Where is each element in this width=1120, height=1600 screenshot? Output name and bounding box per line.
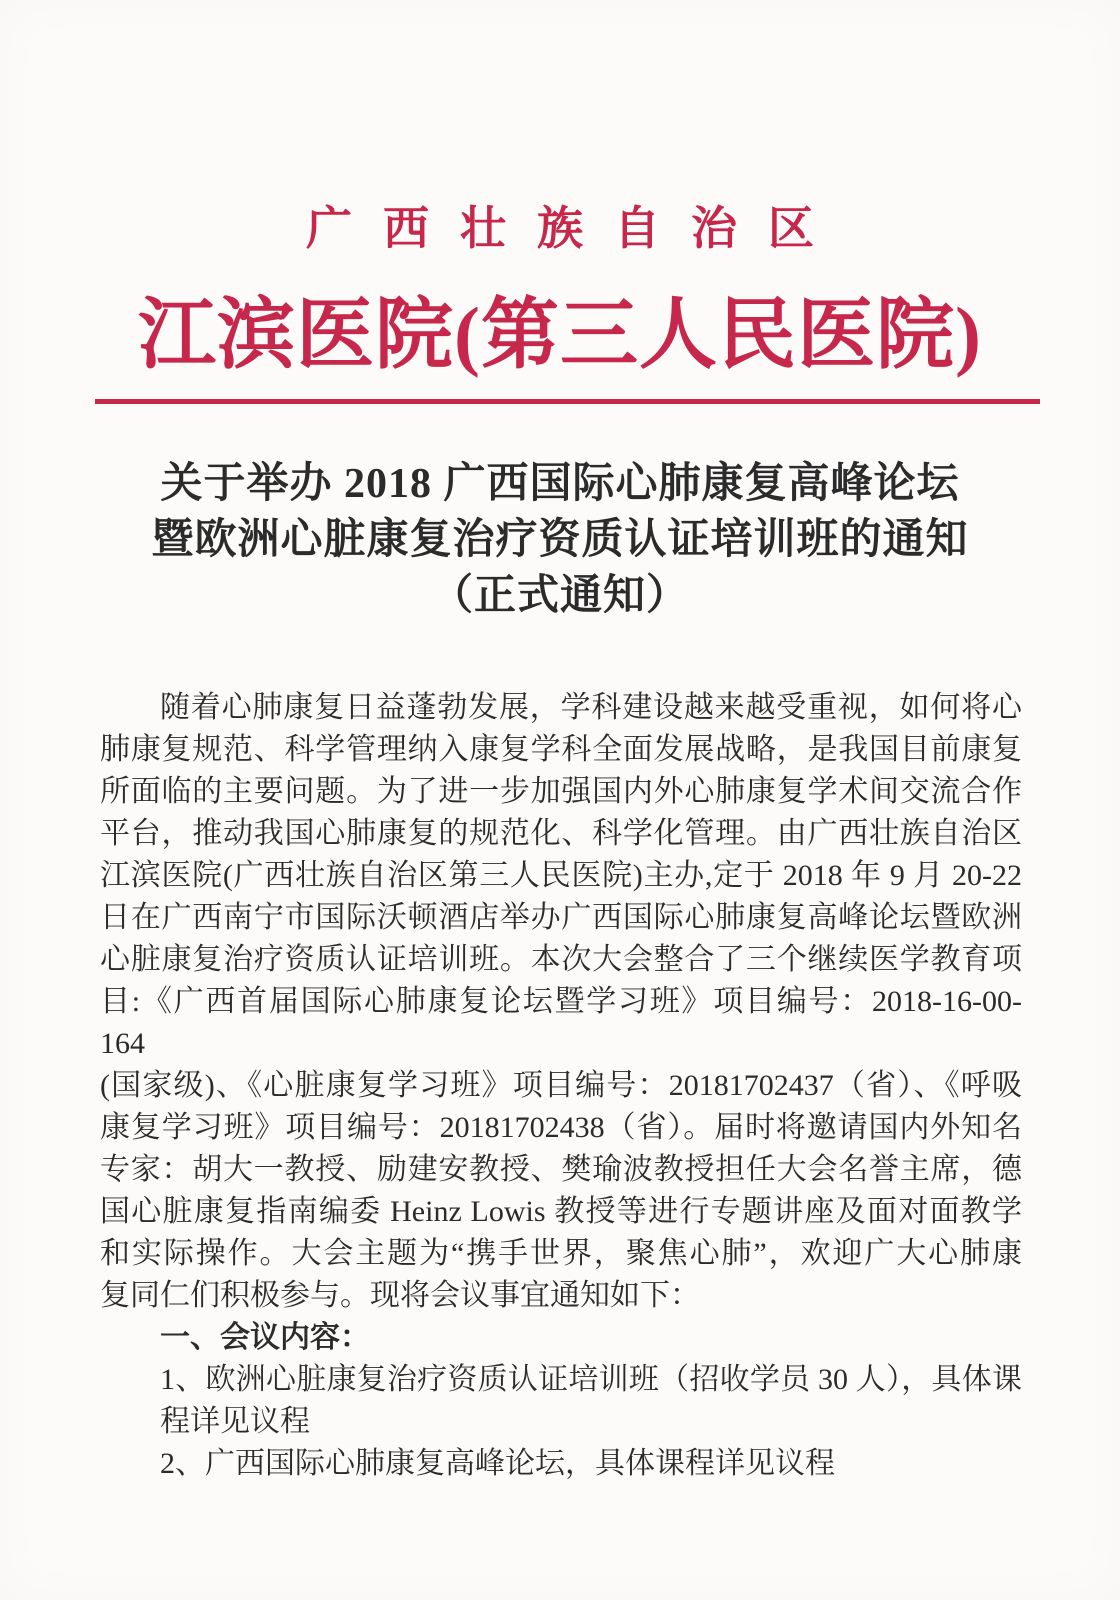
body-line: 复同仁们积极参与。现将会议事宜通知如下： [100,1279,700,1312]
body-line: 和实际操作。大会主题为“携手世界，聚焦心肺”，欢迎广大心肺康 [100,1237,1022,1270]
notice-body [100,687,1022,1485]
section-heading-meeting-content: 一、会议内容： [160,1321,370,1354]
body-line: 目:《广西首届国际心肺康复论坛暨学习班》项目编号：2018-16-00-164 [100,985,1022,1060]
body-line: 江滨医院(广西壮族自治区第三人民医院)主办,定于 2018 年 9 月 20-22 [100,859,1022,892]
body-line: 所面临的主要问题。为了进一步加强国内外心肺康复学术间交流合作 [100,775,1022,808]
body-line: 2、广西国际心肺康复高峰论坛，具体课程详见议程 [160,1447,835,1480]
notice-title-line-3: （正式通知） [430,573,689,619]
body-line: 1、欧洲心脏康复治疗资质认证培训班（招收学员 30 人），具体课 [160,1363,1022,1396]
body-line: 肺康复规范、科学管理纳入康复学科全面发展战略，是我国目前康复 [100,733,1022,766]
body-line: 国心脏康复指南编委 Heinz Lowis 教授等进行专题讲座及面对面教学 [100,1195,1022,1228]
letterhead-hospital-name: 江滨医院(第三人民医院) [138,291,982,378]
body-line: 程详见议程 [160,1405,310,1438]
body-line: (国家级)、《心脏康复学习班》项目编号：20181702437（省）、《呼吸 [100,1069,1022,1102]
letterhead-divider-rule [95,399,1040,404]
body-line: 康复学习班》项目编号：20181702438（省）。届时将邀请国内外知名 [100,1111,1022,1144]
body-line: 随着心肺康复日益蓬勃发展，学科建设越来越受重视，如何将心 [160,691,1022,724]
notice-title [0,456,1120,624]
body-line: 日在广西南宁市国际沃顿酒店举办广西国际心肺康复高峰论坛暨欧洲 [100,901,1022,934]
body-line: 心脏康复治疗资质认证培训班。本次大会整合了三个继续医学教育项 [100,943,1022,976]
notice-title-line-2: 暨欧洲心脏康复治疗资质认证培训班的通知 [151,517,969,563]
notice-title-line-1: 关于举办 2018 广西国际心肺康复高峰论坛 [160,461,960,507]
letterhead-region-name: 广西壮族自治区 [306,203,845,254]
body-line: 平台，推动我国心肺康复的规范化、科学化管理。由广西壮族自治区 [100,817,1022,850]
body-line: 专家：胡大一教授、励建安教授、樊瑜波教授担任大会名誉主席，德 [100,1153,1022,1186]
